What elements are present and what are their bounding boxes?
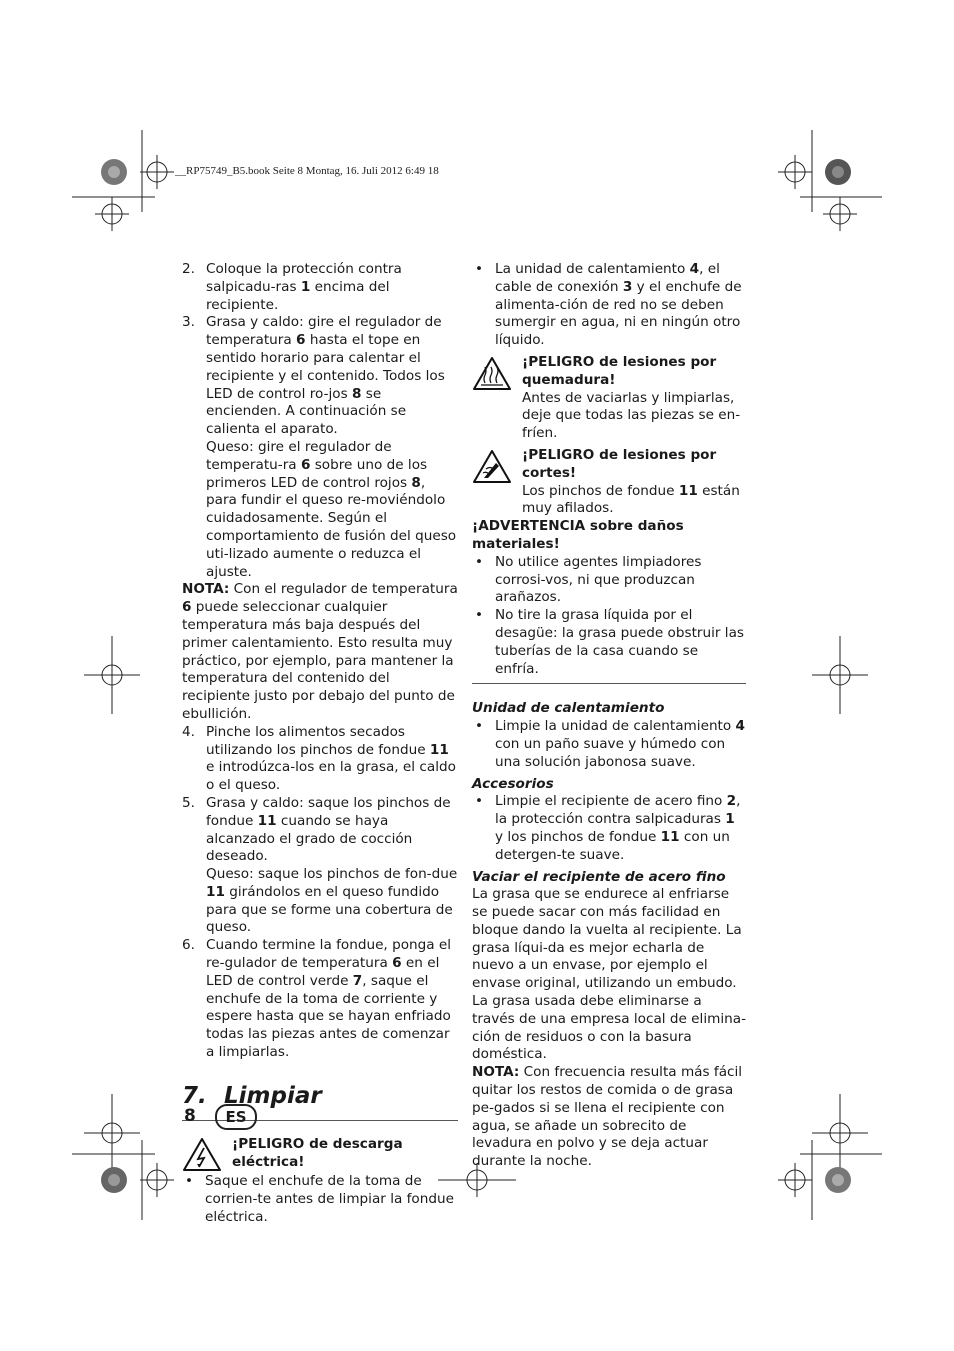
list-item [472,261,746,350]
list-text: se encienden. A continuación se calienta el aparato. [206,385,407,438]
list-text: No utilice agentes limpiadores corrosi-vos, ni que produzcan arañazos. [495,553,702,606]
list-item-6 [182,937,458,1062]
part-reference: 11 [678,482,698,499]
warning-text-part: están muy afilados. [522,482,740,517]
part-reference: 6 [392,955,402,972]
part-reference: 6 [296,332,306,349]
electric-warning [182,1135,458,1172]
list-text: y los pinchos de fondue [495,828,661,845]
section-number: 7. [182,1082,207,1109]
part-reference: 8 [411,474,421,491]
list-text: cuando se haya alcanzado el grado de cocción deseado. [206,812,413,865]
grasa-instruction [206,795,458,866]
list-text: Coloque la protección contra salpicadu-ras [206,261,402,295]
list-text: en el LED de control verde [206,955,440,989]
right-column [472,261,746,1171]
list-text: Limpie el recipiente de acero fino [495,793,727,810]
part-reference: 1 [725,811,735,828]
section-divider [472,683,746,684]
list-item [182,1173,458,1226]
list-item-3 [182,314,458,581]
list-number: 2. [182,261,195,277]
note-text: puede seleccionar cualquier temperatura más baja después del primer calentamiento. Esto resulta muy práctico, por ejemplo, para mantener la temperatura del contenido del recipiente justo por debajo del punto de ebullición. [182,599,455,722]
list-text: , el cable de conexión [495,261,720,295]
list-text: , la protección contra salpicaduras [495,793,741,828]
list-item [472,554,746,607]
list-item-5 [182,795,458,937]
note-text: Con frecuencia resulta más fácil quitar los restos de comida o de grasa pe-gados si se llena el recipiente con agua, se añade un sobrecito de levadura en polvo y se deja actuar durante la noche. [472,1064,743,1170]
paragraph: La grasa que se endurece al enfriarse se puede sacar con más facilidad en bloque dando la vuelta al recipiente. La grasa líqui-da es mejor echarla de nuevo a un envase, por ejemplo el envase original, utilizando un embudo. La grasa usada debe eliminarse a través de una empresa local de elimina-ción de residuos o con la basura doméstica. [472,886,746,1063]
bullet-dot: • [475,553,484,570]
list-number: 6. [182,937,195,954]
left-column [182,261,458,1227]
part-reference: 11 [206,883,225,900]
section-title: Limpiar [224,1082,322,1109]
electric-shock-warning-icon [182,1137,222,1173]
list-item-2 [182,261,458,314]
list-item [472,718,746,771]
list-text: y el enchufe de alimenta-ción de red no se deben sumergir en agua, ni en ningún otro líquido. [495,278,742,349]
note-label: NOTA: [182,581,230,598]
list-text: , saque el enchufe de la toma de corriente y espere hasta que se hayan enfriado todas las piezas antes de comenzar a limpiarlas. [206,972,451,1061]
list-text: No tire la grasa líquida por el desagüe: la grasa puede obstruir las tuberías de la casa cuando se enfría. [495,607,744,677]
list-item [472,793,746,864]
note-text: Con el regulador de temperatura [229,581,458,598]
burn-warning [472,354,746,443]
subsection-heading: Unidad de calentamiento [472,700,665,717]
part-reference: 1 [300,278,311,295]
part-reference: 11 [429,741,449,758]
part-reference: 11 [257,812,277,829]
part-reference: 6 [182,599,192,616]
part-reference: 8 [351,385,362,402]
list-text: encima del recipiente. [206,278,390,313]
bullet-dot: • [475,718,484,735]
page-number: 8 [184,1106,196,1126]
warning-text: Antes de vaciarlas y limpiarlas, deje que todas las piezas se en-fríen. [522,389,741,442]
note-paragraph [182,581,458,723]
bullet-dot: • [475,607,484,624]
subsection-heading: Vaciar el recipiente de acero fino [472,868,726,885]
cut-warning [472,447,746,518]
list-text: Grasa y caldo: gire el regulador de temperatura [206,314,442,349]
part-reference: 11 [660,828,680,845]
list-text: e introdúzca-los en la grasa, el caldo o el queso. [206,759,456,794]
list-text: Limpie la unidad de calentamiento [495,718,736,735]
list-item [472,607,746,678]
list-text: Queso: saque los pinchos de fon-due [206,866,458,883]
warning-text [522,483,746,519]
list-text: hasta el tope en sentido horario para calentar el recipiente y el contenido. Todos los LED de control ro-jos [206,332,445,402]
list-text: Pinche los alimentos secados utilizando los pinchos de fondue [206,723,430,758]
material-damage-warning-title: ¡ADVERTENCIA sobre daños materiales! [472,518,684,552]
list-number: 3. [182,314,195,331]
part-reference: 4 [689,261,700,277]
list-text: Cuando termine la fondue, ponga el re-gulador de temperatura [206,937,452,972]
list-text: Queso: gire el regulador de temperatu-ra [206,438,392,473]
list-number: 4. [182,723,195,740]
warning-text-part: Los pinchos de fondue [522,482,679,499]
note-paragraph [472,1064,746,1171]
list-text: con un detergen-te suave. [495,828,730,863]
print-slug-line: __RP75749_B5.book Seite 8 Montag, 16. Juli 2012 6:49 18 [175,165,439,177]
warning-title: ¡PELIGRO de lesiones por quemadura! [522,353,717,388]
warning-title: ¡PELIGRO de lesiones por cortes! [522,446,717,481]
part-reference: 7 [352,972,363,989]
grasa-instruction [206,314,458,439]
part-reference: 6 [300,456,311,473]
cut-hazard-warning-icon [472,449,512,485]
language-badge: ES [215,1104,257,1130]
subsection-heading: Accesorios [472,775,554,792]
bullet-dot: • [475,261,484,277]
hot-surface-warning-icon [472,356,512,392]
warning-title: ¡PELIGRO de descarga eléctrica! [232,1135,403,1170]
bullet-dot: • [475,793,484,810]
list-item-4 [182,724,458,795]
list-text: girándolos en el queso fundido para que se forme una cobertura de queso. [206,883,453,936]
queso-instruction [206,866,458,937]
list-text: con un paño suave y húmedo con una solución jabonosa suave. [495,735,726,770]
list-text: sobre uno de los primeros LED de control rojos [206,456,428,491]
list-number: 5. [182,794,195,811]
list-text: Saque el enchufe de la toma de corrien-te antes de limpiar la fondue eléctrica. [205,1173,454,1226]
part-reference: 4 [735,718,745,735]
part-reference: 2 [726,793,737,810]
part-reference: 3 [622,278,633,295]
list-text: , para fundir el queso re-moviéndolo cuidadosamente. Según el comportamiento de fusión del queso uti-lizado aumente o reduzca el ajuste. [206,474,457,580]
list-text: Grasa y caldo: saque los pinchos de fondue [206,794,451,829]
queso-instruction [206,439,458,581]
note-label: NOTA: [472,1064,520,1081]
bullet-dot: • [185,1173,194,1190]
list-text: La unidad de calentamiento [495,261,690,277]
